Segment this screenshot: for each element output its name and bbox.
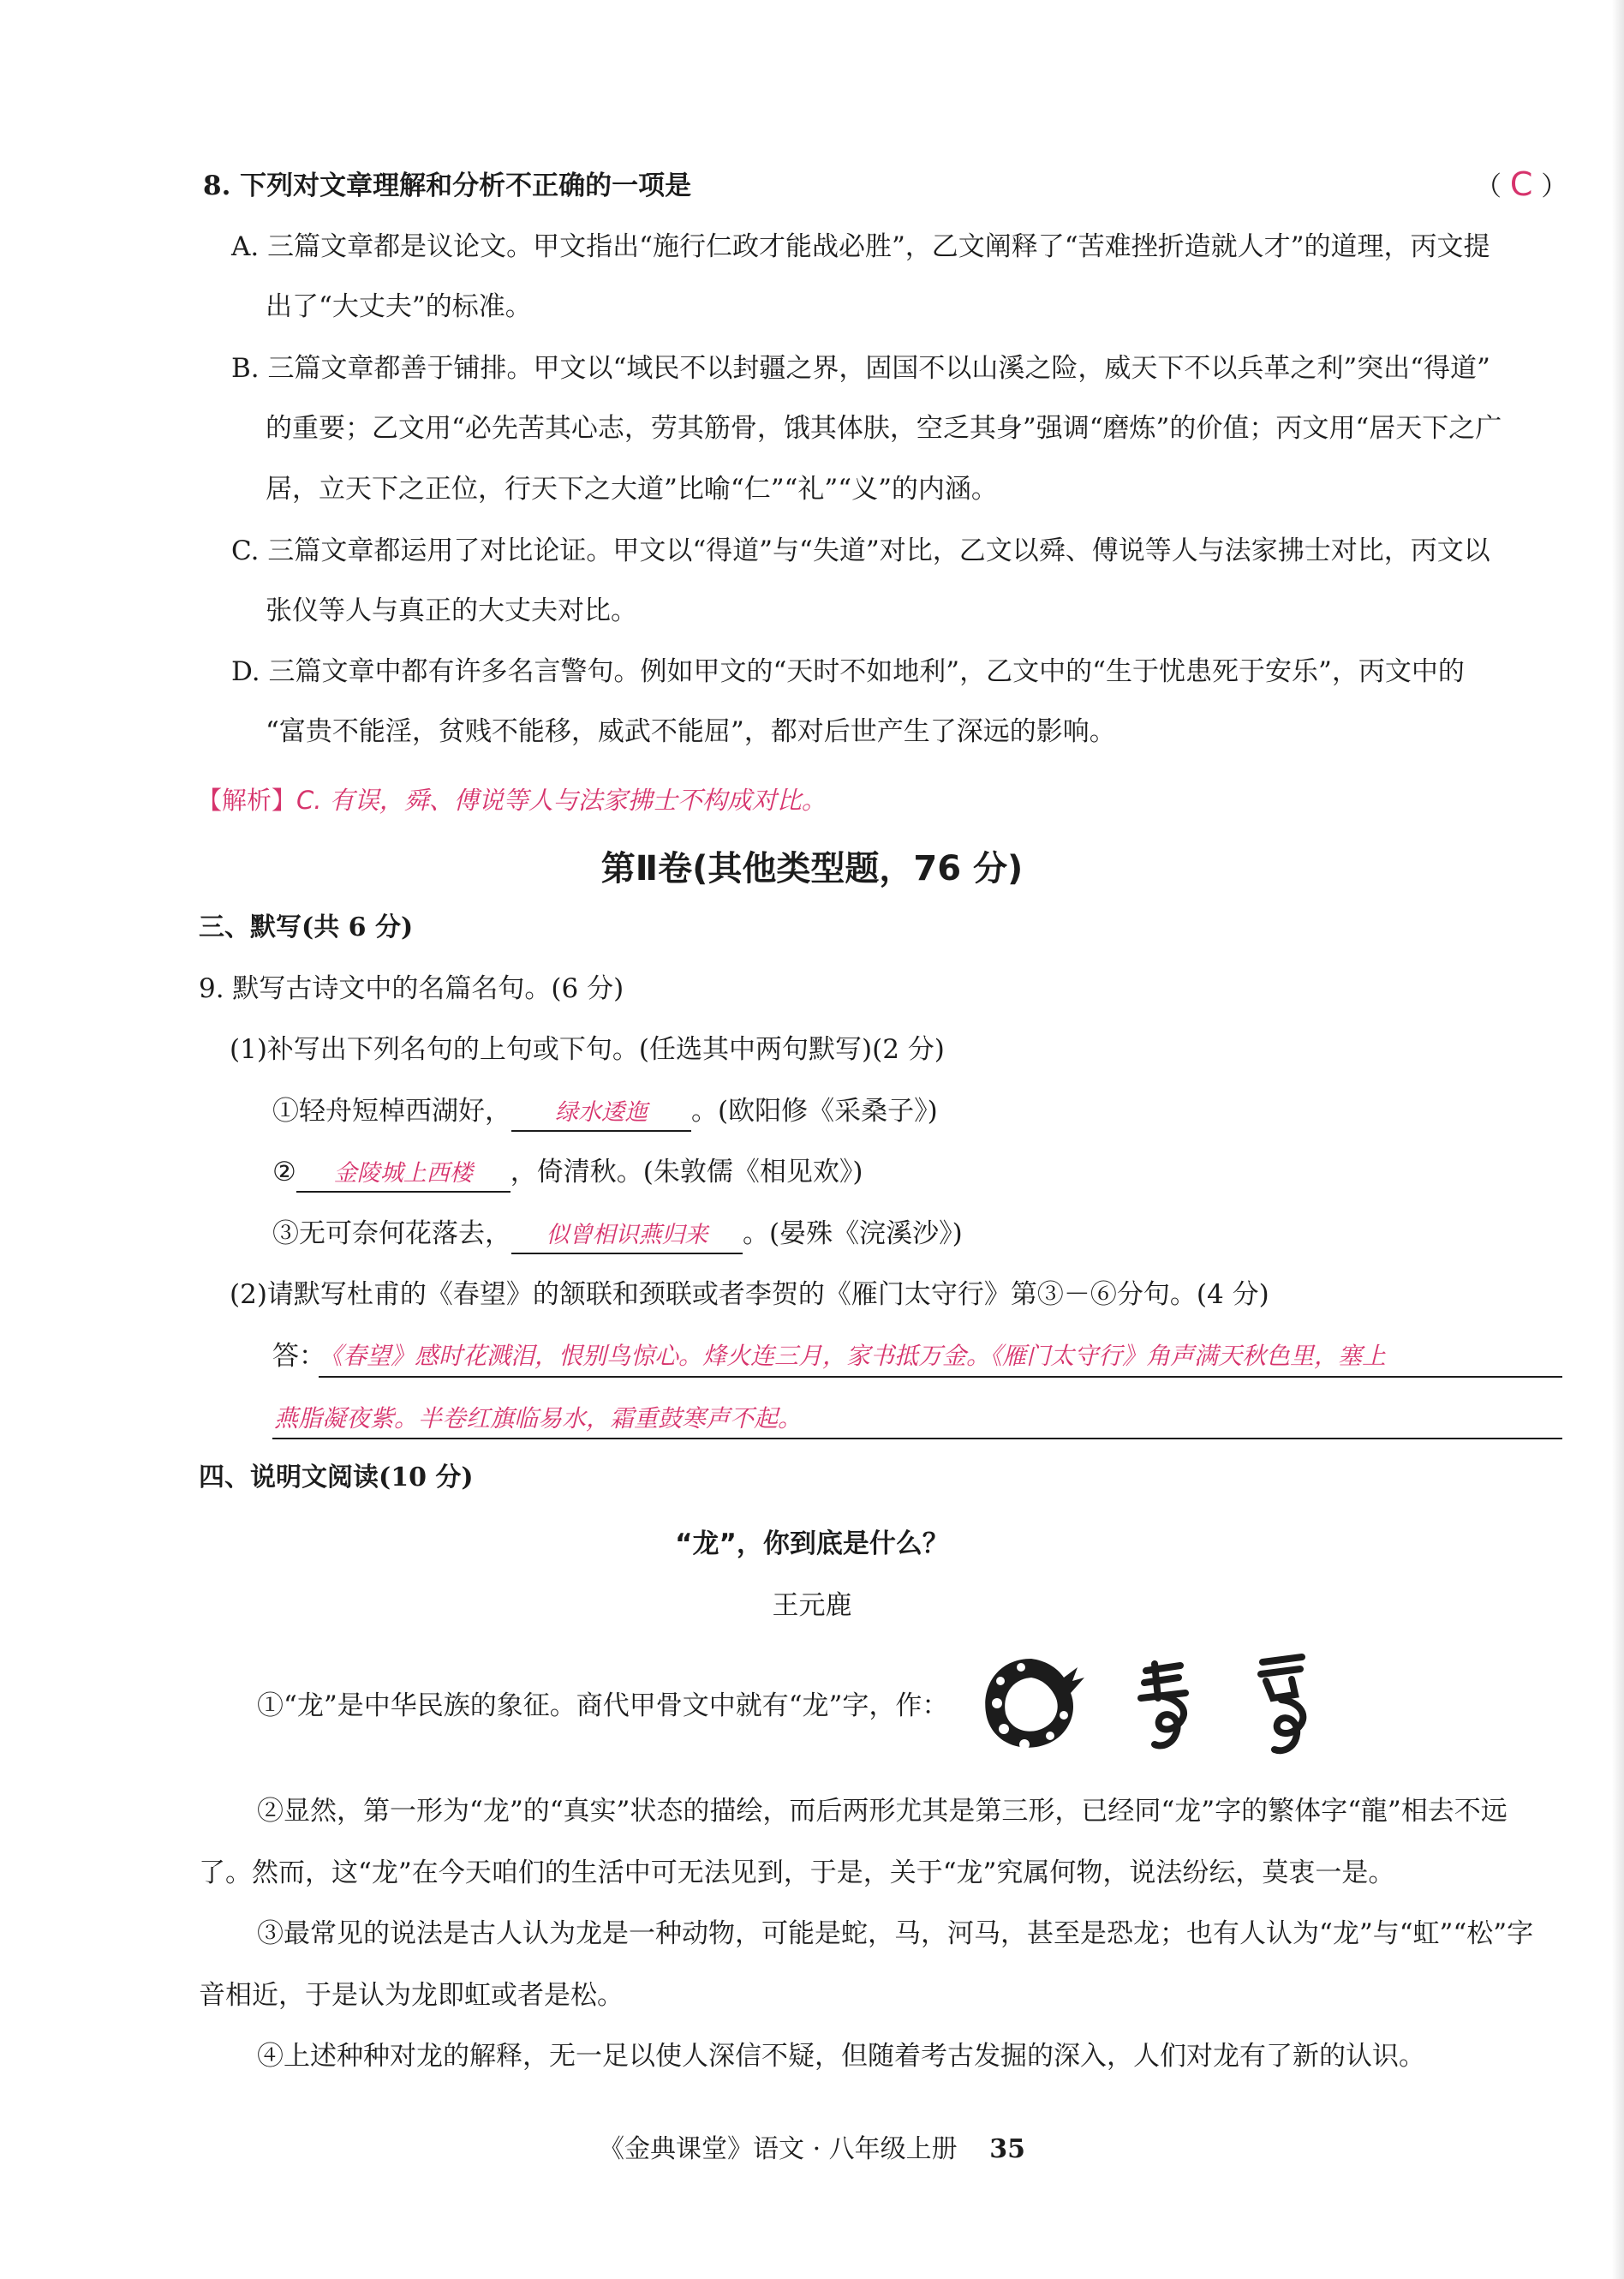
scan-edge-shadow (1612, 0, 1624, 2279)
oracle-dragon-glyph-1 (971, 1643, 1091, 1763)
q8-option-a-line2: 出了“大丈夫”的标准。 (266, 291, 532, 322)
s2-prefix: ② (272, 1157, 296, 1187)
q8-option-c-line1: C. 三篇文章都运用了对比论证。甲文以“得道”与“失道”对比，乙文以舜、傅说等人与法家拂士对比，丙文以 (231, 535, 1490, 566)
paragraph-2-line2: 了。然而，这“龙”在今天咱们的生活中可无法见到，于是，关于“龙”究属何物，说法纷纭，莫衷一是。 (199, 1857, 1395, 1888)
q9-part2: (2)请默写杜甫的《春望》的颔联和颈联或者李贺的《雁门太守行》第③－⑥分句。(4 分) (230, 1279, 1269, 1310)
section-3-heading: 三、默写(共 6 分) (199, 912, 414, 942)
footer-book-title: 《金典课堂》语文 · 八年级上册 (599, 2134, 958, 2164)
oracle-dragon-glyph-2 (1129, 1655, 1206, 1758)
q9-answer-line1: 《春望》感时花溅泪，恨别鸟惊心。烽火连三月，家书抵万金。《雁门太守行》角声满天秋色里，塞上 (319, 1342, 1387, 1370)
q9-sentence-2 (272, 1155, 863, 1193)
s3-answer-blank: 似曾相识燕归来 (511, 1218, 743, 1254)
q8-option-b-line3: 居，立天下之正位，行天下之大道”比喻“仁”“礼”“义”的内涵。 (266, 474, 998, 505)
q8-bracket-close: ） (1541, 171, 1568, 202)
s2-suffix: ，倚清秋。(朱敦儒《相见欢》) (510, 1157, 863, 1187)
q9-sentence-1 (272, 1094, 938, 1132)
paragraph-3-line2: 音相近，于是认为龙即虹或者是松。 (199, 1980, 624, 2011)
q8-option-d-line1: D. 三篇文章中都有许多名言警句。例如甲文的“天时不如地利”，乙文中的“生于忧患死于安乐”，丙文中的 (231, 656, 1465, 687)
answer-rule-1 (319, 1376, 1562, 1378)
volume-title: 第Ⅱ卷(其他类型题，76 分) (600, 849, 1024, 888)
q9-part1: (1)补写出下列名句的上句或下句。(任选其中两句默写)(2 分) (230, 1034, 945, 1065)
analysis-text: C. 有误，舜、傅说等人与法家拂士不构成对比。 (296, 786, 827, 815)
answer-rule-2 (272, 1438, 1562, 1439)
analysis-tag: 【解析】 (197, 786, 297, 815)
paragraph-3-line1: ③最常见的说法是古人认为龙是一种动物，可能是蛇，马，河马，甚至是恐龙；也有人认为“龙”与“虹”“松”字 (257, 1918, 1534, 1949)
q9-answer-line2: 燕脂凝夜紫。半卷红旗临易水，霜重鼓寒声不起。 (274, 1404, 803, 1433)
paragraph-2-line1: ②显然，第一形为“龙”的“真实”状态的描绘，而后两形尤其是第三形，已经同“龙”字的繁体字“龍”相去不远 (257, 1796, 1508, 1827)
footer-page-number: 35 (989, 2134, 1025, 2164)
q8-option-b-line1: B. 三篇文章都善于铺排。甲文以“域民不以封疆之界，固国不以山溪之险，威天下不以兵革之利”突出“得道” (231, 353, 1490, 384)
q9-sentence-3 (272, 1217, 963, 1254)
oracle-dragon-glyph-3 (1247, 1650, 1324, 1762)
s2-answer-blank: 金陵城上西楼 (296, 1157, 510, 1193)
section-4-heading: 四、说明文阅读(10 分) (199, 1463, 474, 1492)
page-footer (0, 2127, 1624, 2165)
paragraph-1: ①“龙”是中华民族的象征。商代甲骨文中就有“龙”字，作： (257, 1690, 949, 1721)
q8-analysis (197, 783, 827, 817)
q8-option-c-line2: 张仪等人与真正的大丈夫对比。 (266, 595, 637, 626)
q9-answer-label: 答： (272, 1341, 325, 1372)
q9-stem: 9. 默写古诗文中的名篇名句。(6 分) (199, 973, 624, 1004)
q8-option-d-line2: “富贵不能淫，贫贱不能移，威武不能屈”，都对后世产生了深远的影响。 (266, 716, 1116, 747)
q8-bracket-open: （ (1475, 171, 1502, 202)
s1-suffix: 。(欧阳修《采桑子》) (691, 1096, 938, 1127)
article-author: 王元鹿 (772, 1590, 852, 1621)
s1-prefix: ①轻舟短棹西湖好， (272, 1096, 511, 1127)
s3-suffix: 。(晏殊《浣溪沙》) (743, 1218, 963, 1249)
q8-stem: 8. 下列对文章理解和分析不正确的一项是 (203, 170, 692, 201)
q8-answer: C (1509, 165, 1533, 203)
s1-answer-blank: 绿水逶迤 (511, 1096, 691, 1132)
paragraph-4: ④上述种种对龙的解释，无一足以使人深信不疑，但随着考古发掘的深入，人们对龙有了新的认识。 (257, 2041, 1425, 2072)
article-title: “龙”，你到底是什么？ (675, 1528, 949, 1559)
s3-prefix: ③无可奈何花落去， (272, 1218, 511, 1249)
q8-option-a-line1: A. 三篇文章都是议论文。甲文指出“施行仁政才能战必胜”，乙文阐释了“苦难挫折造就人才”的道理，丙文提 (231, 231, 1490, 262)
q8-option-b-line2: 的重要；乙文用“必先苦其心志，劳其筋骨，饿其体肤，空乏其身”强调“磨炼”的价值；丙文用“居天下之广 (266, 413, 1502, 444)
q8-answer-bracket (1475, 167, 1567, 204)
